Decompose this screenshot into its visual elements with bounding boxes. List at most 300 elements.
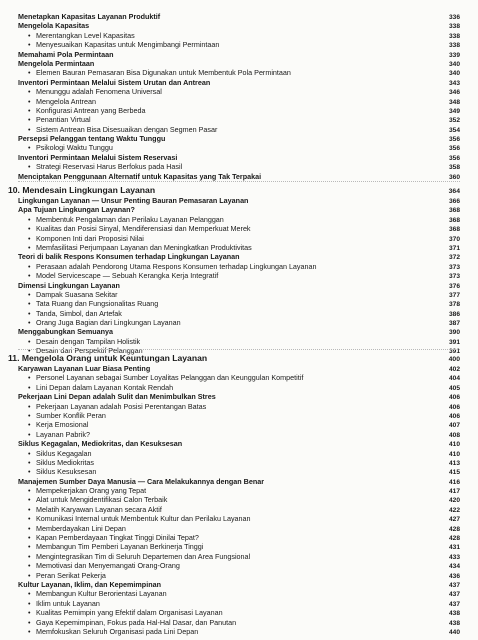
toc-subentry[interactable] [18, 467, 460, 476]
bullet-icon: • [28, 373, 31, 383]
toc-page-number: 370 [448, 235, 460, 243]
toc-subentry[interactable] [18, 608, 460, 617]
bullet-icon: • [28, 457, 31, 467]
toc-subentry[interactable] [18, 143, 460, 152]
toc-page-number: 406 [448, 394, 460, 402]
toc-entry-text: Inventori Permintaan Melalui Sistem Urutan dan Antrean [18, 77, 211, 87]
toc-subentry[interactable] [18, 449, 460, 458]
toc-entry-label [18, 106, 436, 115]
bullet-icon: • [28, 533, 31, 543]
toc-entry-text: Memfasilitasi Perjumpaan Layanan dan Meningkatkan Produktivitas [36, 242, 252, 252]
toc-entry-label [18, 21, 436, 30]
toc-entry-text: Persepsi Pelanggan tentang Waktu Tunggu [18, 134, 166, 144]
bullet-icon: • [28, 542, 31, 552]
toc-entry-text: Kerja Emosional [36, 420, 89, 430]
toc-heading-entry[interactable] [18, 392, 460, 401]
bullet-icon: • [28, 30, 31, 40]
toc-page-number: 434 [448, 563, 460, 571]
toc-entry-text: Melatih Karyawan Layanan secara Aktif [36, 504, 162, 514]
toc-entry-label [18, 50, 436, 59]
toc-page-number: 387 [448, 320, 460, 328]
toc-subentry[interactable] [18, 561, 460, 570]
toc-subentry[interactable] [18, 234, 460, 243]
toc-subentry[interactable] [18, 627, 460, 636]
toc-page-number: 406 [448, 403, 460, 411]
toc-entry-text: Inventori Permintaan Melalui Sistem Reservasi [18, 152, 178, 162]
toc-entry-text: Komunikasi Internal untuk Membentuk Kultur dan Perilaku Layanan [36, 514, 251, 524]
toc-page-number: 386 [448, 310, 460, 318]
toc-entry-label [18, 618, 436, 627]
toc-entry-text: Siklus Kesuksesan [36, 467, 97, 477]
bullet-icon: • [28, 561, 31, 571]
toc-page-number: 437 [448, 581, 460, 589]
toc-entry-label [18, 271, 436, 280]
bullet-icon: • [28, 608, 31, 618]
toc-page-number: 391 [448, 338, 460, 346]
bullet-icon: • [28, 242, 31, 252]
chapter-page-number: 364 [448, 188, 460, 195]
toc-entry-label [18, 243, 436, 252]
bullet-icon: • [28, 336, 31, 346]
toc-page-number: 376 [448, 282, 460, 290]
toc-entry-text: Mengelola Antrean [36, 96, 96, 106]
toc-page-number: 338 [448, 32, 460, 40]
toc-page-number: 438 [448, 610, 460, 618]
toc-entry-label [18, 383, 436, 392]
toc-entry-label [18, 68, 436, 77]
toc-entry-text: Alat untuk Mengidentifikasi Calon Terbaik [36, 495, 168, 505]
bullet-icon: • [28, 233, 31, 243]
toc-entry-text: Penantian Virtual [36, 115, 91, 125]
toc-subentry[interactable] [18, 589, 460, 598]
toc-page-number: 373 [448, 273, 460, 281]
bullet-icon: • [28, 289, 31, 299]
bullet-icon: • [28, 87, 31, 97]
toc-entry-text: Tata Ruang dan Fungsionalitas Ruang [36, 299, 159, 309]
toc-entry-label [18, 327, 436, 336]
toc-subentry[interactable] [18, 40, 460, 49]
toc-entry-label [18, 402, 436, 411]
toc-entry-text: Desain dari Perspektif Pelanggan [36, 346, 143, 356]
toc-section-chapter-9-continued [18, 12, 460, 181]
bullet-icon: • [28, 467, 31, 477]
toc-entry-label [18, 196, 436, 205]
toc-entry-text: Sistem Antrean Bisa Disesuaikan dengan Segmen Pasar [36, 124, 218, 134]
bullet-icon: • [28, 299, 31, 309]
toc-entry-text: Karyawan Layanan Luar Biasa Penting [18, 364, 151, 373]
toc-subentry[interactable] [18, 542, 460, 551]
toc-subentry[interactable] [18, 486, 460, 495]
toc-subentry[interactable] [18, 514, 460, 523]
toc-page-number: 408 [448, 431, 460, 439]
toc-subentry[interactable] [18, 495, 460, 504]
toc-entry-text: Lingkungan Layanan — Unsur Penting Bauran Pemasaran Layanan [18, 196, 249, 205]
toc-subentry[interactable] [18, 125, 460, 134]
toc-entry-text: Membangun Kultur Berorientasi Layanan [36, 589, 167, 599]
toc-subentry[interactable] [18, 115, 460, 124]
toc-subentry[interactable] [18, 31, 460, 40]
toc-subentry[interactable] [18, 373, 460, 382]
toc-entry-label [18, 162, 436, 171]
bullet-icon: • [28, 626, 31, 636]
toc-subentry[interactable] [18, 571, 460, 580]
toc-entry-text: Siklus Kegagalan, Mediokritas, dan Kesuksesan [18, 439, 183, 449]
toc-entry-text: Sumber Konflik Peran [36, 410, 106, 420]
bullet-icon: • [28, 589, 31, 599]
toc-page-number: 410 [448, 441, 460, 449]
toc-page-number: 440 [448, 628, 460, 636]
toc-page-number: 354 [448, 126, 460, 134]
toc-entry-label [18, 125, 436, 134]
toc-entry-text: Tanda, Simbol, dan Artefak [36, 308, 122, 318]
toc-subentry[interactable] [18, 524, 460, 533]
toc-heading-entry[interactable] [18, 580, 460, 589]
toc-entry-text: Dampak Suasana Sekitar [36, 289, 118, 299]
bullet-icon: • [28, 224, 31, 234]
section-divider [18, 181, 460, 182]
toc-page-number: 340 [448, 60, 460, 68]
toc-entry-label [18, 420, 436, 429]
toc-entry-text: Memahami Pola Permintaan [18, 49, 114, 59]
toc-subentry[interactable] [18, 618, 460, 627]
toc-page-number: 377 [448, 291, 460, 299]
toc-page-number: 438 [448, 619, 460, 627]
toc-entry-label [18, 542, 436, 551]
bullet-icon: • [28, 124, 31, 134]
toc-entry-label [18, 533, 436, 542]
bullet-icon: • [28, 486, 31, 496]
toc-heading-entry[interactable] [18, 196, 460, 205]
bullet-icon: • [28, 40, 31, 50]
toc-entry-label [18, 224, 436, 233]
toc-page-number: 349 [448, 107, 460, 115]
toc-entry-text: Memfokuskan Seluruh Organisasi pada Lini Depan [36, 626, 199, 636]
toc-entry-label [18, 430, 436, 439]
chapter-page-number: 400 [448, 356, 460, 363]
toc-entry-text: Menyesuaikan Kapasitas untuk Mengimbangi Permintaan [36, 40, 220, 50]
toc-heading-entry[interactable] [18, 50, 460, 59]
toc-page-number: 437 [448, 591, 460, 599]
toc-page-number: 427 [448, 516, 460, 524]
toc-page-number: 391 [448, 348, 460, 356]
toc-entry-label [18, 205, 436, 214]
toc-page-number: 368 [448, 226, 460, 234]
toc-subentry[interactable] [18, 87, 460, 96]
toc-heading-entry[interactable] [18, 59, 460, 68]
toc-subentry[interactable] [18, 420, 460, 429]
bullet-icon: • [28, 143, 31, 153]
toc-heading-entry[interactable] [18, 477, 460, 486]
toc-entry-label [18, 172, 436, 181]
toc-entry-label [18, 234, 436, 243]
toc-entry-label [18, 373, 436, 382]
toc-page-number: 372 [448, 254, 460, 262]
toc-entry-text: Dimensi Lingkungan Layanan [18, 280, 120, 290]
toc-entry-text: Kapan Pemberdayaan Tingkat Tinggi Dinilai Tepat? [36, 533, 199, 543]
toc-section-chapter-11 [8, 353, 460, 636]
toc-entry-label [18, 252, 436, 261]
toc-entry-text: Orang Juga Bagian dari Lingkungan Layanan [36, 318, 181, 328]
toc-entry-label [18, 215, 436, 224]
toc-entry-text: Komponen Inti dari Proposisi Nilai [36, 233, 144, 243]
toc-page-number: 415 [448, 469, 460, 477]
toc-heading-entry[interactable] [18, 78, 460, 87]
bullet-icon: • [28, 420, 31, 430]
toc-heading-entry[interactable] [18, 134, 460, 143]
toc-entry-label [18, 561, 436, 570]
toc-entry-text: Apa Tujuan Lingkungan Layanan? [18, 205, 135, 215]
bullet-icon: • [28, 115, 31, 125]
toc-heading-entry[interactable] [18, 205, 460, 214]
toc-entry-text: Desain dengan Tampilan Holistik [36, 336, 141, 346]
toc-entry-text: Kualitas dan Posisi Sinyal, Mendiferensiasi dan Memperkuat Merek [36, 224, 251, 234]
toc-entry-label [18, 552, 436, 561]
toc-page-number: 405 [448, 384, 460, 392]
bullet-icon: • [28, 401, 31, 411]
toc-page-number: 373 [448, 263, 460, 271]
toc-page-number: 368 [448, 216, 460, 224]
toc-entry-text: Kualitas Pemimpin yang Efektif dalam Organisasi Layanan [36, 608, 223, 618]
toc-section-chapter-10 [8, 185, 460, 356]
toc-entry-text: Mengelola Permintaan [18, 58, 95, 68]
toc-entry-label [18, 143, 436, 152]
toc-subentry[interactable] [18, 299, 460, 308]
bullet-icon: • [28, 410, 31, 420]
toc-subentry[interactable] [18, 290, 460, 299]
chapter-title: 10. Mendesain Lingkungan Layanan [8, 185, 156, 195]
toc-page-number: 338 [448, 23, 460, 31]
toc-entry-text: Mengelola Kapasitas [18, 21, 90, 31]
toc-subentry[interactable] [18, 383, 460, 392]
toc-entry-label [18, 589, 436, 598]
toc-heading-entry[interactable] [18, 21, 460, 30]
toc-entry-label [18, 458, 436, 467]
toc-entry-text: Konfigurasi Antrean yang Berbeda [36, 105, 146, 115]
toc-page-number: 407 [448, 422, 460, 430]
toc-entry-label [18, 262, 436, 271]
toc-page-number: 366 [448, 198, 460, 205]
toc-entry-label [18, 571, 436, 580]
toc-subentry[interactable] [18, 430, 460, 439]
toc-heading-entry[interactable] [18, 281, 460, 290]
toc-page-number: 428 [448, 525, 460, 533]
toc-page-number: 338 [448, 42, 460, 50]
toc-subentry[interactable] [18, 162, 460, 171]
toc-entry-label [18, 467, 436, 476]
toc-entry-label [18, 318, 436, 327]
toc-entry-label [18, 78, 436, 87]
toc-entry-text: Layanan Pabrik? [36, 429, 90, 439]
toc-page-number: 402 [448, 366, 460, 373]
toc-entry-text: Pekerjaan Layanan adalah Posisi Perentangan Batas [36, 401, 207, 411]
toc-entry-text: Psikologi Waktu Tunggu [36, 143, 113, 153]
bullet-icon: • [28, 598, 31, 608]
toc-entry-text: Peran Serikat Pekerja [36, 570, 106, 580]
toc-entry-text: Menggabungkan Semuanya [18, 327, 114, 337]
toc-subentry[interactable] [18, 552, 460, 561]
toc-subentry[interactable] [18, 106, 460, 115]
toc-entry-text: Memberdayakan Lini Depan [36, 523, 126, 533]
bullet-icon: • [28, 96, 31, 106]
bullet-icon: • [28, 271, 31, 281]
toc-page-number: 420 [448, 497, 460, 505]
toc-page-number: 416 [448, 478, 460, 486]
toc-heading-entry[interactable] [18, 439, 460, 448]
toc-entry-label [18, 477, 436, 486]
toc-entry-label [18, 364, 436, 373]
toc-entry-label [18, 59, 436, 68]
toc-entry-text: Membentuk Pengalaman dan Perilaku Layanan Pelanggan [36, 214, 224, 224]
toc-entry-label [18, 505, 436, 514]
toc-entry-text: Kultur Layanan, Iklim, dan Kepemimpinan [18, 579, 161, 589]
bullet-icon: • [28, 382, 31, 392]
toc-subentry[interactable] [18, 337, 460, 346]
toc-heading-entry[interactable] [18, 252, 460, 261]
toc-entry-text: Pekerjaan Lini Depan adalah Sulit dan Menimbulkan Stres [18, 392, 216, 402]
toc-entry-label [18, 411, 436, 420]
toc-subentry[interactable] [18, 599, 460, 608]
bullet-icon: • [28, 514, 31, 524]
toc-subentry[interactable] [18, 215, 460, 224]
toc-page-number: 360 [448, 173, 460, 181]
toc-entry-label [18, 495, 436, 504]
toc-subentry[interactable] [18, 402, 460, 411]
bullet-icon: • [28, 617, 31, 627]
toc-page-number: 433 [448, 553, 460, 561]
toc-entry-text: Model Servicescape — Sebuah Kerangka Kerja Integratif [36, 271, 219, 281]
toc-page-number: 346 [448, 89, 460, 97]
toc-subentry[interactable] [18, 505, 460, 514]
toc-entry-text: Elemen Bauran Pemasaran Bisa Digunakan untuk Membentuk Pola Permintaan [36, 68, 291, 78]
toc-entry-label [18, 134, 436, 143]
toc-page-number: 390 [448, 329, 460, 337]
bullet-icon: • [28, 214, 31, 224]
toc-entry-label [18, 449, 436, 458]
bullet-icon: • [28, 346, 31, 356]
toc-entry-label [18, 87, 436, 96]
chapter-title: 11. Mengelola Orang untuk Keuntungan Layanan [8, 353, 208, 363]
toc-page-number: 356 [448, 136, 460, 144]
toc-entry-text: Menciptakan Penggunaan Alternatif untuk Kapasitas yang Tak Terpakai [18, 171, 262, 181]
toc-entry-text: Iklim untuk Layanan [36, 598, 100, 608]
toc-subentry[interactable] [18, 458, 460, 467]
toc-entry-label [18, 337, 436, 346]
toc-entry-text: Teori di balik Respons Konsumen terhadap Lingkungan Layanan [18, 252, 240, 262]
toc-heading-entry[interactable] [18, 364, 460, 373]
bullet-icon: • [28, 570, 31, 580]
bullet-icon: • [28, 162, 31, 172]
toc-entry-text: Personel Layanan sebagai Sumber Loyalitas Pelanggan dan Keunggulan Kompetitif [36, 373, 304, 383]
bullet-icon: • [28, 68, 31, 78]
toc-entry-label [18, 514, 436, 523]
toc-entry-text: Merentangkan Level Kapasitas [36, 30, 135, 40]
toc-page-number: 413 [448, 459, 460, 467]
toc-subentry[interactable] [18, 262, 460, 271]
toc-entry-text: Gaya Kepemimpinan, Fokus pada Hal-Hal Dasar, dan Panutan [36, 617, 237, 627]
toc-heading-entry[interactable] [18, 327, 460, 336]
bullet-icon: • [28, 105, 31, 115]
toc-entry-text: Menunggu adalah Fenomena Universal [36, 87, 162, 97]
bullet-icon: • [28, 523, 31, 533]
toc-entry-text: Mempekerjakan Orang yang Tepat [36, 486, 147, 496]
toc-page-number: 431 [448, 544, 460, 552]
toc-subentry[interactable] [18, 533, 460, 542]
toc-page-number: 356 [448, 145, 460, 153]
toc-subentry[interactable] [18, 68, 460, 77]
toc-entry-text: Siklus Mediokritas [36, 457, 94, 467]
toc-entry-label [18, 299, 436, 308]
toc-subentry[interactable] [18, 97, 460, 106]
toc-page-number: 371 [448, 244, 460, 252]
toc-entry-label [18, 153, 436, 162]
toc-entry-text: Lini Depan dalam Layanan Kontak Rendah [36, 382, 174, 392]
toc-page-number: 356 [448, 154, 460, 162]
bullet-icon: • [28, 448, 31, 458]
toc-subentry[interactable] [18, 411, 460, 420]
toc-entry-label [18, 524, 436, 533]
bullet-icon: • [28, 308, 31, 318]
toc-page-number: 358 [448, 164, 460, 172]
toc-entry-text: Membangun Tim Pemberi Layanan Berkinerja Tinggi [36, 542, 204, 552]
toc-entry-label [18, 97, 436, 106]
toc-page-number: 336 [448, 14, 460, 21]
toc-entry-label [18, 392, 436, 401]
chapter-heading[interactable] [8, 353, 460, 364]
toc-entry-label [18, 290, 436, 299]
toc-entry-text: Siklus Kegagalan [36, 448, 92, 458]
toc-entry-label [18, 439, 436, 448]
toc-page-number: 437 [448, 600, 460, 608]
toc-page-number: 348 [448, 98, 460, 106]
toc-entry-label [18, 608, 436, 617]
toc-entry-label [18, 627, 436, 636]
section-divider [18, 349, 460, 350]
bullet-icon: • [28, 429, 31, 439]
toc-entry-text: Manajemen Sumber Daya Manusia — Cara Melakukannya dengan Benar [18, 476, 265, 486]
toc-entry-text: Mengintegrasikan Tim di Seluruh Departemen dan Area Fungsional [36, 551, 251, 561]
chapter-heading[interactable] [8, 185, 460, 196]
toc-page-number: 340 [448, 70, 460, 78]
toc-subentry[interactable] [18, 318, 460, 327]
bullet-icon: • [28, 551, 31, 561]
toc-entry-text: Strategi Reservasi Harus Berfokus pada Hasil [36, 162, 183, 172]
bullet-icon: • [28, 318, 31, 328]
toc-page-number: 436 [448, 572, 460, 580]
toc-entry-label [18, 580, 436, 589]
toc-page-number: 428 [448, 535, 460, 543]
toc-subentry[interactable] [18, 271, 460, 280]
toc-page-number: 378 [448, 301, 460, 309]
toc-subentry[interactable] [18, 309, 460, 318]
toc-subentry[interactable] [18, 243, 460, 252]
toc-page-number: 368 [448, 207, 460, 215]
toc-entry-label [18, 115, 436, 124]
toc-page-number: 422 [448, 506, 460, 514]
toc-entry-label [18, 40, 436, 49]
toc-entry-label [18, 31, 436, 40]
toc-page-number: 339 [448, 51, 460, 59]
toc-heading-entry[interactable] [18, 12, 460, 21]
toc-entry-label [18, 309, 436, 318]
toc-entry-label [18, 599, 436, 608]
toc-page-number: 417 [448, 488, 460, 496]
toc-heading-entry[interactable] [18, 153, 460, 162]
bullet-icon: • [28, 495, 31, 505]
toc-subentry[interactable] [18, 224, 460, 233]
toc-page-number: 410 [448, 450, 460, 458]
toc-entry-text: Perasaan adalah Pendorong Utama Respons Konsumen terhadap Lingkungan Layanan [36, 261, 317, 271]
toc-heading-entry[interactable] [18, 172, 460, 181]
